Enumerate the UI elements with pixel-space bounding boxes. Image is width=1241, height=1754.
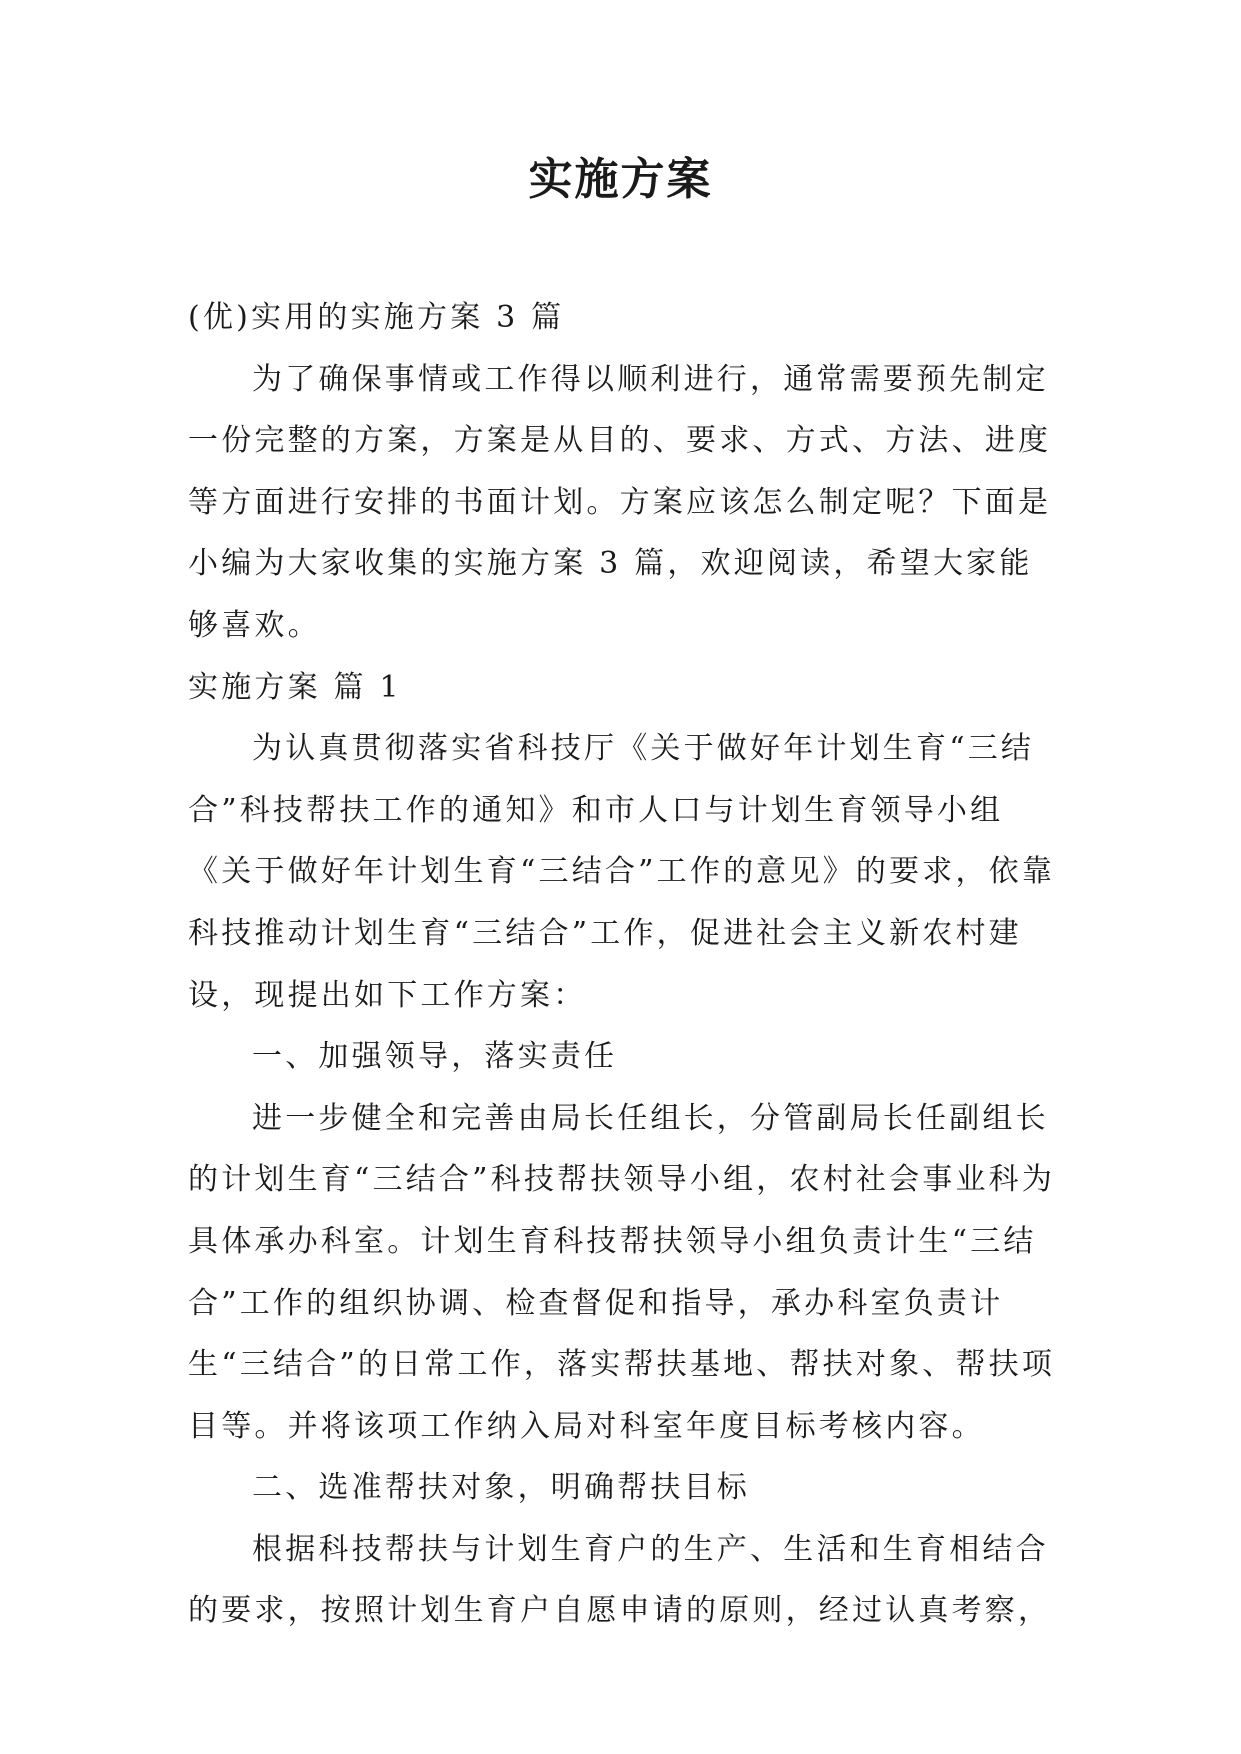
paragraph-subtitle: (优)实用的实施方案 3 篇 [188,300,565,335]
subheading-leadership: 一、加强领导，落实责任 [252,1039,618,1075]
paragraph-targets: 根据科技帮扶与计划生育户的生产、生活和生育相结合的要求，按照计划生育户自愿申请的原则，经过认真考察， [188,1531,1052,1629]
section-heading: 实施方案 篇 1 [188,669,402,705]
subheading-targets: 二、选准帮扶对象，明确帮扶目标 [252,1470,750,1506]
paragraph-intro: 为了确保事情或工作得以顺利进行，通常需要预先制定一份完整的方案，方案是从目的、要求、方式、方法、进度等方面进行安排的书面计划。方案应该怎么制定呢？下面是小编为大家收集的实施方案 3 篇，欢迎阅读，希望大家能够喜欢。 [188,361,1052,643]
document-body [188,287,1058,1642]
document-title: 实施方案 [528,154,713,205]
paragraph-leadership: 进一步健全和完善由局长任组长，分管副局长任副组长的计划生育“三结合”科技帮扶领导小组，农村社会事业科为具体承办科室。计划生育科技帮扶领导小组负责计生“三结合”工作的组织协调、检查督促和指导，承办科室负责计生“三结合”的日常工作，落实帮扶基地、帮扶对象、帮扶项目等。并将该项工作纳入局对科室年度目标考核内容。 [188,1100,1056,1444]
paragraph-background: 为认真贯彻落实省科技厅《关于做好年计划生育“三结合”科技帮扶工作的通知》和市人口与计划生育领导小组《关于做好年计划生育“三结合”工作的意见》的要求，依靠科技推动计划生育“三结合”工作，促进社会主义新农村建设，现提出如下工作方案： [188,731,1056,1013]
